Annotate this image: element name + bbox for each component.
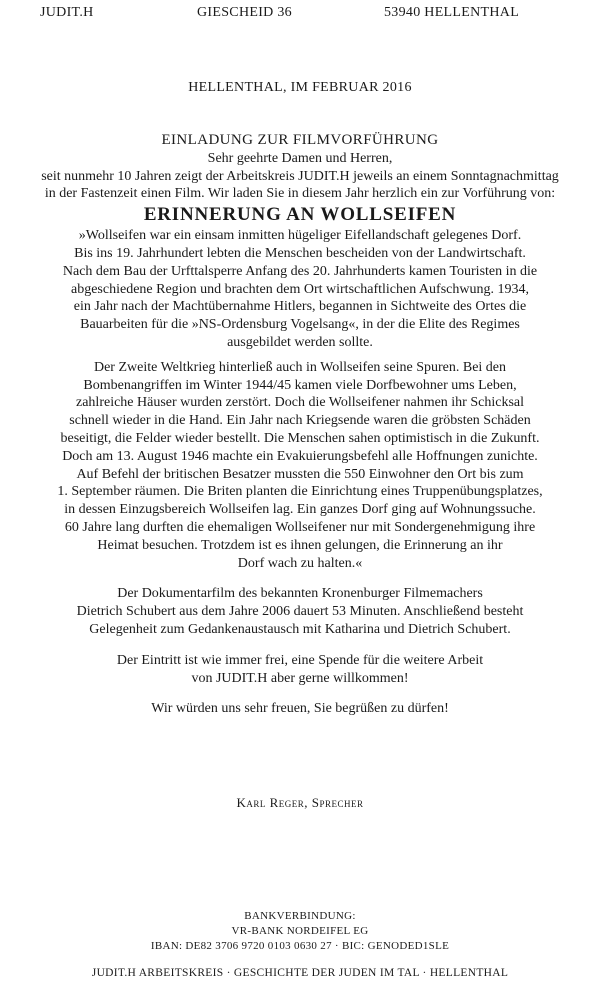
documentary-paragraph — [28, 585, 572, 638]
salutation: Sehr geehrte Damen und Herren, — [207, 150, 393, 166]
bank-iban-bic: IBAN: DE82 3706 9720 0103 0630 27 · BIC: GENODED1SLE — [150, 940, 450, 952]
quote-line: Doch am 13. August 1946 machte ein Evakuierungsbefehl alle Hoffnungen zunichte. — [62, 448, 538, 464]
entry-line: Der Eintritt ist wie immer frei, eine Spende für die weitere Arbeit — [116, 652, 484, 668]
letterhead-city: 53940 HELLENTHAL — [384, 5, 520, 20]
quote-line: Auf Befehl der britischen Besatzer mussten die 550 Einwohner den Ort bis zum — [76, 466, 524, 482]
intro-line: in der Fastenzeit einen Film. Wir laden Sie in diesem Jahr herzlich ein zur Vorführung von: — [44, 186, 556, 202]
quote-line: ausgebildet werden sollte. — [227, 334, 373, 350]
quote-line: abgeschiedene Region und brachten dem Ort wirtschaftlichen Aufschwung. 1934, — [71, 281, 529, 297]
quote-line: Der Zweite Weltkrieg hinterließ auch in Wollseifen seine Spuren. Bei den — [93, 359, 507, 375]
quote-line: in dessen Einzugsbereich Wollseifen lag. Ein ganzes Dorf ging auf Wohnungssuche. — [64, 502, 536, 518]
footer: JUDIT.H ARBEITSKREIS · GESCHICHTE DER JUDEN IM TAL · HELLENTHAL — [91, 967, 509, 979]
dateline: HELLENTHAL, IM FEBRUAR 2016 — [188, 80, 412, 95]
quote-line: Bis ins 19. Jahrhundert lebten die Menschen bescheiden von der Landwirtschaft. — [74, 245, 526, 261]
quote-line: 60 Jahre lang durften die ehemaligen Wollseifener nur mit Sondergenehmigung ihre — [64, 519, 536, 535]
letterhead-name: JUDIT.H — [40, 5, 94, 20]
entry-paragraph — [28, 652, 572, 688]
quote-line: 1. September räumen. Die Briten planten die Einrichtung eines Truppenübungsplatzes, — [57, 484, 543, 500]
bank-name: VR-BANK NORDEIFEL EG — [231, 925, 369, 937]
letter-body — [28, 132, 572, 718]
quote-line: Nach dem Bau der Urfttalsperre Anfang des 20. Jahrhunderts kamen Touristen in die — [62, 263, 538, 279]
intro-paragraph — [28, 168, 572, 204]
documentary-line: Der Dokumentarfilm des bekannten Kronenburger Filmemachers — [117, 586, 483, 602]
quote-line: Heimat besuchen. Trotzdem ist es ihnen gelungen, die Erinnerung an ihr — [97, 537, 503, 553]
quote-line: ein Jahr nach der Machtübernahme Hitlers, begannen in Sichtweite des Ortes die — [73, 299, 527, 315]
invitation-heading: EINLADUNG ZUR FILMVORFÜHRUNG — [161, 132, 439, 148]
bank-details — [0, 909, 600, 954]
signature: Karl Reger, Sprecher — [236, 795, 364, 810]
quote-paragraph-1 — [28, 227, 572, 352]
quote-paragraph-2 — [28, 359, 572, 573]
quote-line: Bauarbeiten für die »NS-Ordensburg Vogelsang«, in der die Elite des Regimes — [80, 317, 520, 333]
bank-label: BANKVERBINDUNG: — [244, 910, 356, 922]
intro-line: seit nunmehr 10 Jahren zeigt der Arbeitskreis JUDIT.H jeweils an einem Sonntagnachmittag — [41, 168, 559, 184]
quote-line: Dorf wach zu halten.« — [237, 555, 363, 571]
documentary-line: Gelegenheit zum Gedankenaustausch mit Katharina und Dietrich Schubert. — [89, 621, 511, 637]
quote-line: beseitigt, die Felder wieder bestellt. Die Menschen sahen optimistisch in die Zukunft. — [60, 430, 540, 446]
documentary-line: Dietrich Schubert aus dem Jahre 2006 dauert 53 Minuten. Anschließend besteht — [76, 604, 524, 620]
letterhead-street: GIESCHEID 36 — [197, 5, 292, 20]
film-title: ERINNERUNG AN WOLLSEIFEN — [143, 204, 457, 226]
quote-line: »Wollseifen war ein einsam inmitten hügeliger Eifellandschaft gelegenes Dorf. — [78, 228, 522, 244]
quote-line: zahlreiche Häuser wurden zerstört. Doch die Wollseifener nahmen ihr Schicksal — [76, 395, 524, 411]
closing-sentence: Wir würden uns sehr freuen, Sie begrüßen zu dürfen! — [151, 701, 449, 717]
quote-line: Bombenangriffen im Winter 1944/45 kamen viele Dorfbewohner ums Leben, — [83, 377, 517, 393]
quote-line: schnell wieder in die Hand. Ein Jahr nach Kriegsende waren die gröbsten Schäden — [69, 413, 531, 429]
entry-line: von JUDIT.H aber gerne willkommen! — [191, 670, 409, 686]
